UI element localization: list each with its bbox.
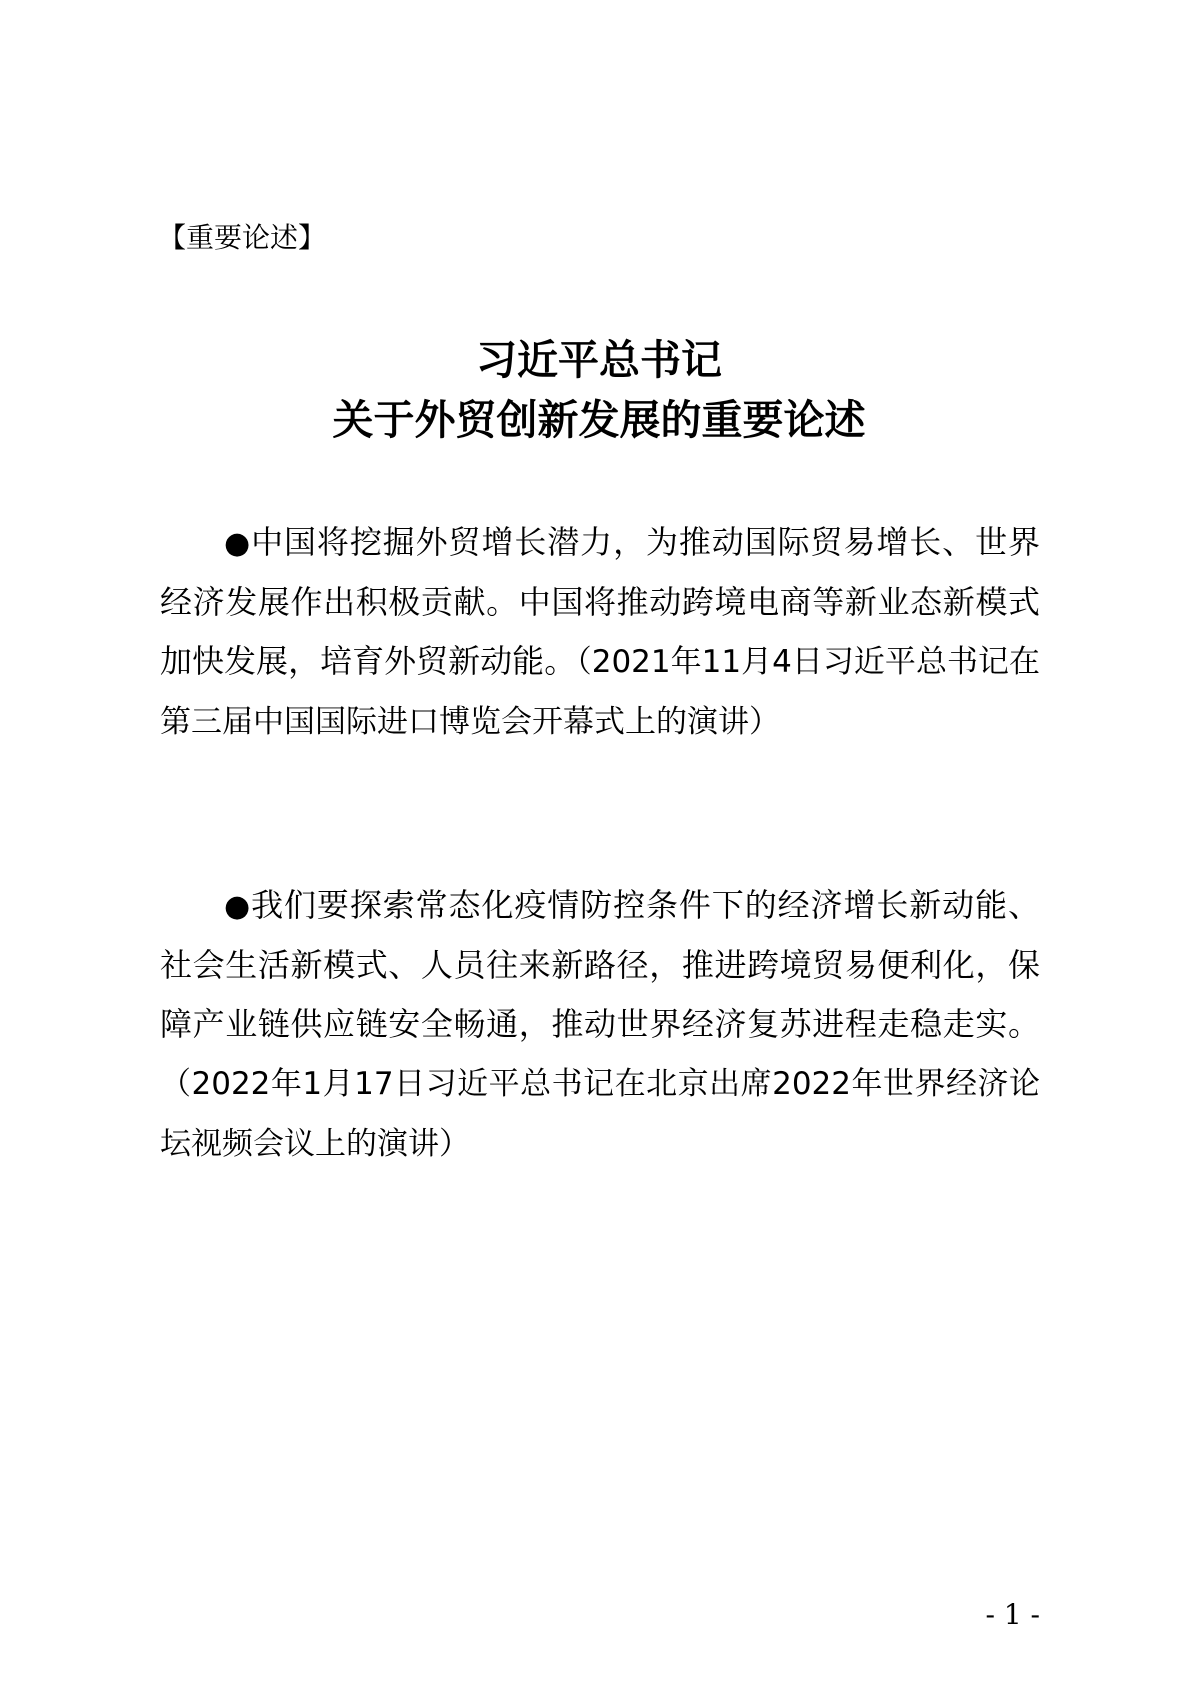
paragraph-text: 中国将挖掘外贸增长潜力，为推动国际贸易增长、世界经济发展作出积极贡献。中国将推动跨境电商等新业态新模式加快发展，培育外贸新动能。 — [160, 523, 1040, 680]
paragraph — [160, 513, 1040, 752]
paragraph-source: （2022年1月17日习近平总书记在北京出席2022年世界经济论坛视频会议上的演讲） — [160, 1066, 1040, 1162]
paragraph-text: 我们要探索常态化疫情防控条件下的经济增长新动能、社会生活新模式、人员往来新路径，推进跨境贸易便利化，保障产业链供应链安全畅通，推动世界经济复苏进程走稳走实。 — [160, 886, 1040, 1043]
title-line-2: 关于外贸创新发展的重要论述 — [332, 396, 866, 444]
title-line-1: 习近平总书记 — [476, 336, 722, 384]
bullet-icon: ● — [224, 526, 252, 561]
paragraph — [160, 876, 1040, 1174]
section-tag: 【重要论述】 — [158, 221, 327, 254]
bullet-icon: ● — [224, 889, 252, 924]
page-number: - 1 - — [985, 1598, 1040, 1631]
paragraph-source: （2021年11月4日习近平总书记在第三届中国国际进口博览会开幕式上的演讲） — [160, 644, 1040, 740]
